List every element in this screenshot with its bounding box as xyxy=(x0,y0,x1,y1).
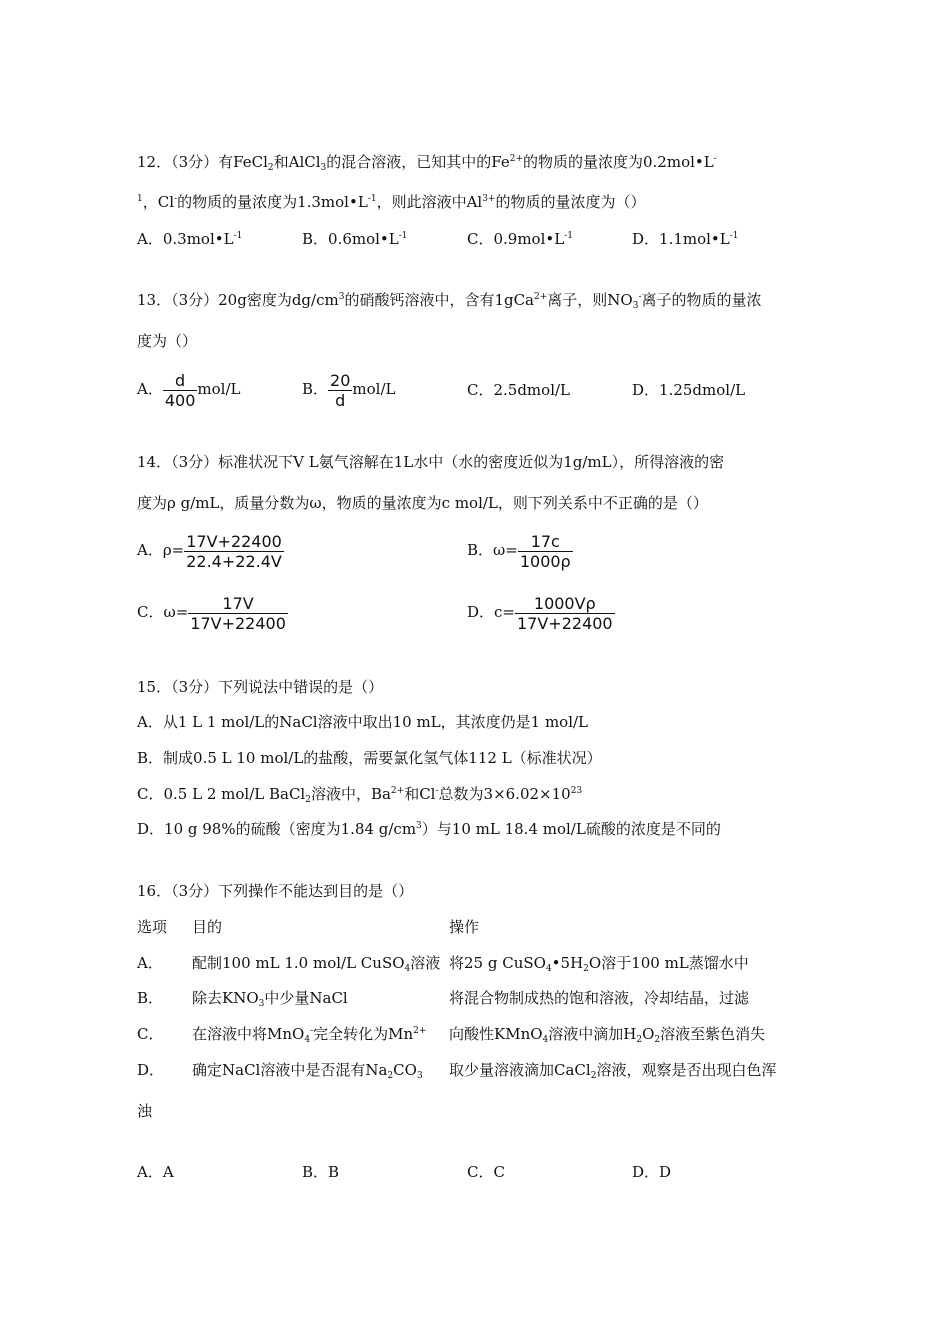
table-row-c-operation: 向酸性KMnO$_4$溶液中滴加$H_2O_2$溶液至紫色消失 xyxy=(449,1025,766,1045)
q15-option-c[interactable]: C．0.5 L 2 mol/L BaCl$_2$溶液中，$Ba^{2+}$和Cl-总数为$3\times 6.02\times 10^{23}$ xyxy=(137,785,583,805)
q16-option-b[interactable]: B．B xyxy=(302,1163,340,1181)
q13-line2: 度为（） xyxy=(137,332,198,350)
q14-line1: 14．（3分）标准状况下V L氨气溶解在1L水中（水的密度近似为1g/mL），所得溶液的密 xyxy=(137,453,725,471)
table-row-b-goal: 除去$KNO_3$中少量NaCl xyxy=(192,989,348,1009)
q15-option-a[interactable]: A．从1 L 1 mol/L的NaCl溶液中取出10 mL，其浓度仍是1 mol/L xyxy=(137,713,589,731)
table-row-a-label[interactable]: A． xyxy=(137,954,163,972)
fraction: $\frac{d}{400}$ xyxy=(164,370,196,410)
q14-option-b[interactable]: B．ω= $\frac{17c}{1000\rho}$ xyxy=(467,531,571,571)
q12-option-b[interactable]: B．$0.6mol•L^{-1}$ xyxy=(302,230,408,248)
table-row-c-label[interactable]: C． xyxy=(137,1025,164,1043)
q13-line1: 13．（3分）20g密度为$dg/cm^3$的硝酸钙溶液中，含有1gCa$^{2+}$离子，则$NO_3^-$离子的物质的量浓 xyxy=(137,291,762,311)
q15-option-b[interactable]: B．制成0.5 L 10 mol/L的盐酸，需要氯化氢气体112 L（标准状况） xyxy=(137,749,602,767)
q14-option-d[interactable]: D．c= $\frac{1000V\rho}{17V+22400}$ xyxy=(467,593,613,633)
q12-line1: 12．（3分）有FeCl$_2$和AlCl$_3$的混合溶液，已知其中的$Fe^{2+}$的物质的量浓度为0.2mol•L- xyxy=(137,153,717,173)
fraction: $\frac{17c}{1000\rho}$ xyxy=(519,531,571,571)
q13-option-d[interactable]: D．1.25dmol/L xyxy=(632,381,746,399)
q15-option-d[interactable]: D．10 g 98%的硫酸（密度为1.84 $g/cm^3$）与10 mL 18.4 mol/L硫酸的浓度是不同的 xyxy=(137,820,721,838)
table-row-d-goal: 确定NaCl溶液中是否混有$Na_2CO_3$ xyxy=(192,1061,423,1081)
q12-line2: $^1$，Cl-的物质的量浓度为$1.3mol•L^{-1}$，则此溶液中$Al^{3+}$的物质的量浓度为（） xyxy=(137,193,646,211)
q13-option-c[interactable]: C．2.5dmol/L xyxy=(467,381,571,399)
table-row-b-label[interactable]: B． xyxy=(137,989,164,1007)
table-row-d-operation: 取少量溶液滴加CaCl$_2$溶液，观察是否出现白色浑 xyxy=(449,1061,777,1081)
table-row-c-goal: 在溶液中将MnO$_4$-完全转化为$Mn^{2+}$ xyxy=(192,1025,427,1045)
table-header-operation: 操作 xyxy=(449,918,480,936)
table-row-a-operation: 将25 g $CuSO_4•5H_2O$溶于100 mL蒸馏水中 xyxy=(449,954,749,974)
table-row-d-wrap: 浊 xyxy=(137,1102,153,1120)
table-row-d-label[interactable]: D． xyxy=(137,1061,165,1079)
q16-option-c[interactable]: C．C xyxy=(467,1163,505,1181)
table-header-goal: 目的 xyxy=(192,918,223,936)
table-row-a-goal: 配制100 mL 1.0 mol/L CuSO$_4$溶液 xyxy=(192,954,441,974)
fraction: $\frac{20}{d}$ xyxy=(330,370,351,410)
q12-option-a[interactable]: A．$0.3mol•L^{-1}$ xyxy=(137,230,243,248)
q16-option-d[interactable]: D．D xyxy=(632,1163,672,1181)
fraction: $\frac{17V}{17V+22400}$ xyxy=(190,593,286,633)
q12-option-d[interactable]: D．$1.1mol•L^{-1}$ xyxy=(632,230,739,248)
q12-option-c[interactable]: C．$0.9mol•L^{-1}$ xyxy=(467,230,573,248)
q14-line2: 度为ρ g/mL，质量分数为ω，物质的量浓度为c mol/L，则下列关系中不正确的是（） xyxy=(137,494,708,512)
q15-stem: 15．（3分）下列说法中错误的是（） xyxy=(137,678,384,696)
q16-option-a[interactable]: A．A xyxy=(137,1163,174,1181)
fraction: $\frac{17V+22400}{22.4+22.4V}$ xyxy=(186,531,282,571)
q13-option-b[interactable]: B． $\frac{20}{d}$ mol/L xyxy=(302,370,396,410)
table-row-b-operation: 将混合物制成热的饱和溶液，冷却结晶，过滤 xyxy=(449,989,750,1007)
table-header-option: 选项 xyxy=(137,918,168,936)
q13-option-a[interactable]: A． $\frac{d}{400}$ mol/L xyxy=(137,370,241,410)
q14-option-a[interactable]: A．ρ= $\frac{17V+22400}{22.4+22.4V}$ xyxy=(137,531,282,571)
q16-stem: 16．（3分）下列操作不能达到目的是（） xyxy=(137,882,414,900)
fraction: $\frac{1000V\rho}{17V+22400}$ xyxy=(517,593,613,633)
q14-option-c[interactable]: C．ω= $\frac{17V}{17V+22400}$ xyxy=(137,593,286,633)
